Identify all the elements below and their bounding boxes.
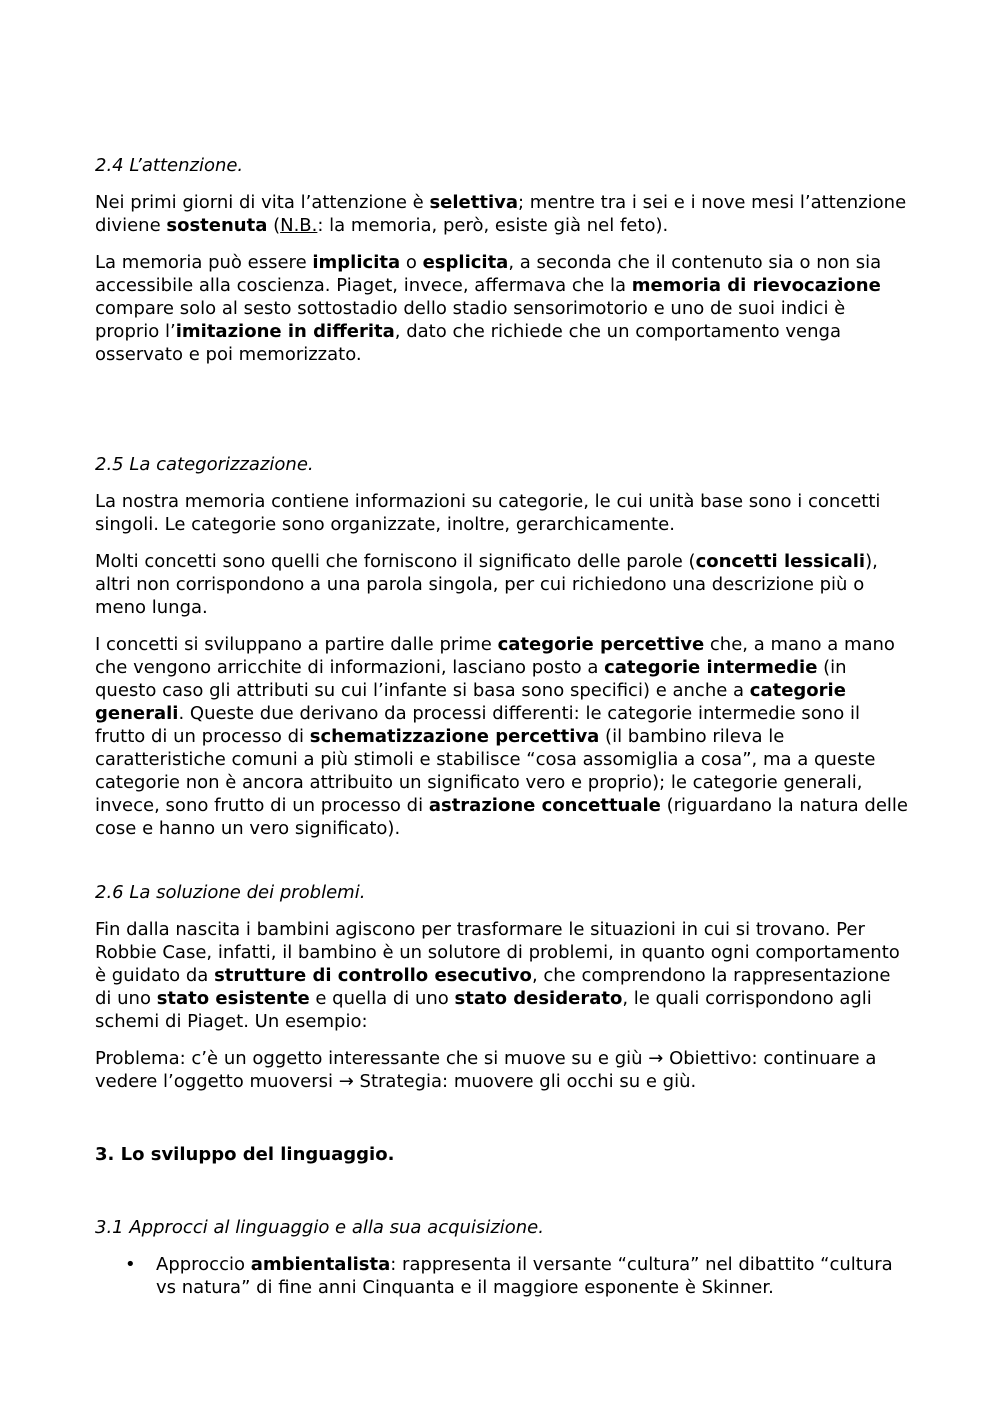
paragraph-categories-intro: La nostra memoria contiene informazioni su categorie, le cui unità base sono i concetti singoli. Le categorie sono organizzate, inoltre, gerarchicamente. (95, 491, 881, 535)
bullet-list (95, 1253, 910, 1299)
paragraph-example: Problema: c’è un oggetto interessante che si muove su e giù → Obiettivo: continuare a vedere l’oggetto muoversi → Strategia: muovere gli occhi su e giù. (95, 1048, 877, 1092)
heading-2-5: 2.5 La categorizzazione. (95, 454, 314, 475)
paragraph-problem-solving: Fin dalla nascita i bambini agiscono per trasformare le situazioni in cui si trovano. Per Robbie Case, infatti, il bambino è un solutore di problemi, in quanto ogni comportamento è guidato da strutture di controllo esecutivo, che comprendono la rappresentazione di uno stato esistente e quella di uno stato desiderato, le quali corrispondono agli schemi di Piaget. Un esempio: (95, 919, 900, 1032)
bullet-icon: • (125, 1254, 136, 1275)
paragraph-memory: La memoria può essere implicita o esplicita, a seconda che il contenuto sia o non sia accessibile alla coscienza. Piaget, invece, affermava che la memoria di rievocazione compare solo al sesto sottostadio dello stadio sensorimotorio e uno de suoi indici è proprio l’imitazione in differita, dato che richiede che un comportamento venga osservato e poi memorizzato. (95, 252, 882, 365)
paragraph-concept-development: I concetti si sviluppano a partire dalle prime categorie percettive che, a mano a mano che vengono arricchite di informazioni, lasciano posto a categorie intermedie (in questo caso gli attributi su cui l’infante si basa sono specifici) e anche a categorie generali. Queste due derivano da processi differenti: le categorie intermedie sono il frutto di un processo di schematizzazione percettiva (il bambino rileva le caratteristiche comuni a più stimoli e stabilisce “cosa assomiglia a cosa”, ma a queste categorie non è ancora attribuito un significato vero e proprio); le categorie generali, invece, sono frutto di un processo di astrazione concettuale (riguardano la natura delle cose e hanno un vero significato). (95, 634, 908, 839)
heading-3: 3. Lo sviluppo del linguaggio. (95, 1144, 395, 1165)
document-page (95, 154, 910, 1299)
heading-3-1: 3.1 Approcci al linguaggio e alla sua acquisizione. (95, 1217, 544, 1238)
heading-2-6: 2.6 La soluzione dei problemi. (95, 882, 366, 903)
paragraph-lexical-concepts: Molti concetti sono quelli che forniscono il significato delle parole (concetti lessicali), altri non corrispondono a una parola singola, per cui richiedono una descrizione più o meno lunga. (95, 551, 878, 618)
list-item: • Approccio ambientalista: rappresenta il versante “cultura” nel dibattito “cultura vs natura” di fine anni Cinquanta e il maggiore esponente è Skinner. (125, 1254, 893, 1298)
paragraph-attention: Nei primi giorni di vita l’attenzione è selettiva; mentre tra i sei e i nove mesi l’attenzione diviene sostenuta (N.B.: la memoria, però, esiste già nel feto). (95, 192, 907, 236)
heading-2-4: 2.4 L’attenzione. (95, 155, 244, 176)
